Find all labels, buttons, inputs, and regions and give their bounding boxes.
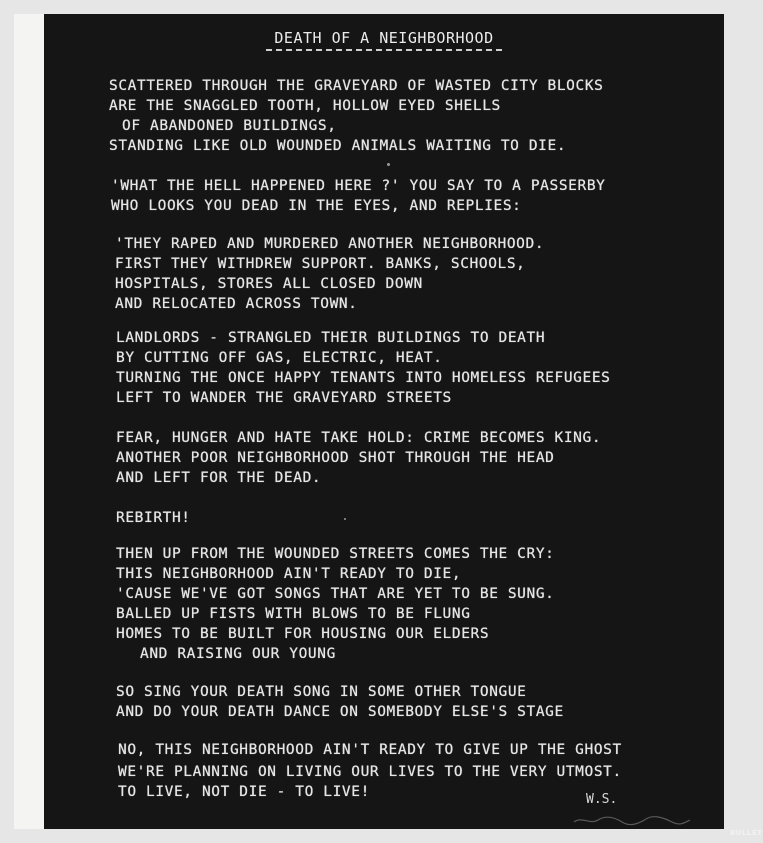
poem-line: WHO LOOKS YOU DEAD IN THE EYES, AND REPLIES: — [111, 198, 522, 214]
poem-line: NO, THIS NEIGHBORHOOD AIN'T READY TO GIVE UP THE GHOST — [118, 742, 622, 758]
signature-scrawl — [572, 814, 692, 826]
poem-line: AND LEFT FOR THE DEAD. — [116, 470, 322, 486]
poem-line: 'WHAT THE HELL HAPPENED HERE ?' YOU SAY TO A PASSERBY — [111, 178, 606, 194]
poem-line: BY CUTTING OFF GAS, ELECTRIC, HEAT. — [116, 350, 443, 366]
poem-line: 'CAUSE WE'VE GOT SONGS THAT ARE YET TO BE SUNG. — [116, 586, 555, 602]
poem-line: STANDING LIKE OLD WOUNDED ANIMALS WAITING TO DIE. — [109, 138, 567, 154]
typed-poem-board — [44, 14, 763, 837]
poem-line: WE'RE PLANNING ON LIVING OUR LIVES TO THE VERY UTMOST. — [118, 764, 622, 780]
poem-line: AND DO YOUR DEATH DANCE ON SOMEBODY ELSE'S STAGE — [116, 704, 564, 720]
bullet-stamp: BULLET — [730, 829, 763, 837]
poem-line: SCATTERED THROUGH THE GRAVEYARD OF WASTED CITY BLOCKS — [109, 78, 604, 94]
poem-line: BALLED UP FISTS WITH BLOWS TO BE FLUNG — [116, 606, 471, 622]
poem-line: TURNING THE ONCE HAPPY TENANTS INTO HOMELESS REFUGEES — [116, 370, 611, 386]
white-mount-strip — [14, 14, 44, 829]
title-dashed-underline — [266, 49, 502, 51]
poem-line: FIRST THEY WITHDREW SUPPORT. BANKS, SCHOOLS, — [115, 256, 526, 272]
poem-line: AND RELOCATED ACROSS TOWN. — [115, 296, 358, 312]
poem-title: DEATH OF A NEIGHBORHOOD — [274, 29, 494, 47]
poem-line: TO LIVE, NOT DIE - TO LIVE! — [118, 784, 370, 800]
poem-line: OF ABANDONED BUILDINGS, — [122, 118, 337, 134]
poem-line: LEFT TO WANDER THE GRAVEYARD STREETS — [116, 390, 452, 406]
dust-speck — [387, 163, 390, 166]
poem-line: 'THEY RAPED AND MURDERED ANOTHER NEIGHBORHOOD. — [115, 236, 545, 252]
poem-line: THEN UP FROM THE WOUNDED STREETS COMES THE CRY: — [116, 546, 555, 562]
title-block — [44, 28, 724, 51]
poem-line: ANOTHER POOR NEIGHBORHOOD SHOT THROUGH THE HEAD — [116, 450, 555, 466]
poem-line: AND RAISING OUR YOUNG — [140, 646, 336, 662]
poem-line: THIS NEIGHBORHOOD AIN'T READY TO DIE, — [116, 566, 462, 582]
poem-line: REBIRTH! — [116, 510, 191, 526]
poem-line: ARE THE SNAGGLED TOOTH, HOLLOW EYED SHELLS — [109, 98, 501, 114]
poem-line: HOSPITALS, STORES ALL CLOSED DOWN — [115, 276, 423, 292]
dust-speck — [344, 518, 346, 520]
signature-initials: W.S. — [586, 792, 618, 807]
poem-line: HOMES TO BE BUILT FOR HOUSING OUR ELDERS — [116, 626, 490, 642]
poem-line: LANDLORDS - STRANGLED THEIR BUILDINGS TO DEATH — [116, 330, 546, 346]
poem-line: SO SING YOUR DEATH SONG IN SOME OTHER TONGUE — [116, 684, 527, 700]
poem-line: FEAR, HUNGER AND HATE TAKE HOLD: CRIME BECOMES KING. — [116, 430, 602, 446]
